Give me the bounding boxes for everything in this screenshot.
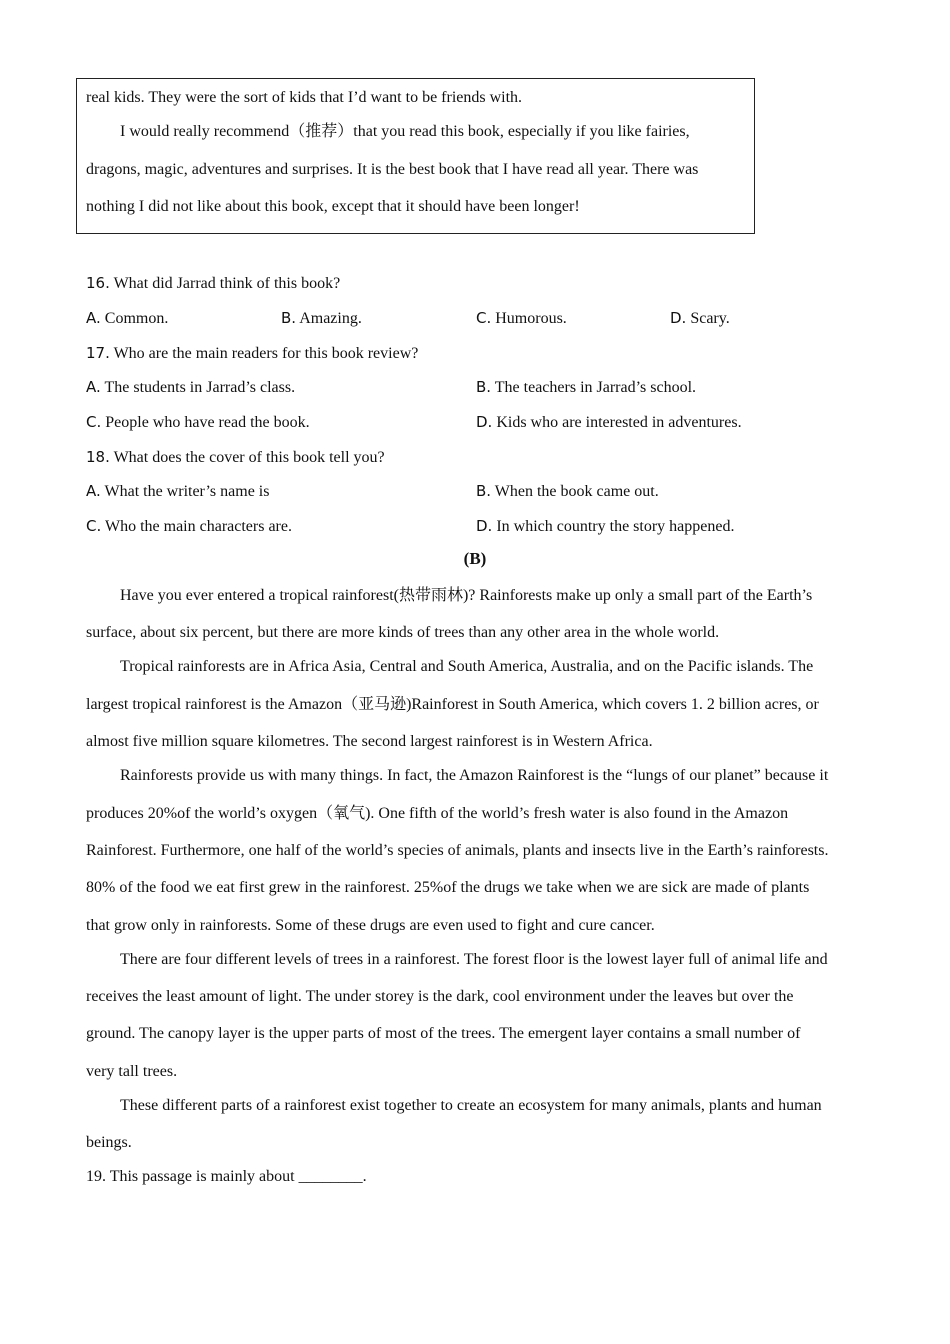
passage-line: ground. The canopy layer is the upper parts of most of the trees. The emergent layer contains a small number of [86, 1025, 801, 1042]
option-text: People who have read the book. [105, 414, 310, 431]
option-letter: D. [476, 517, 493, 535]
passage-line: 80% of the food we eat first grew in the rainforest. 25%of the drugs we take when we are sick are made of plants [86, 879, 810, 896]
option-letter: B. [476, 482, 492, 500]
passage-line: that grow only in rainforests. Some of these drugs are even used to fight and cure cancer. [86, 917, 655, 934]
passage-line: very tall trees. [86, 1063, 178, 1080]
passage-line: receives the least amount of light. The under storey is the dark, cool environment under the leaves but over the [86, 988, 794, 1005]
box-line-3: dragons, magic, adventures and surprises. It is the best book that I have read all year. There was [86, 161, 699, 178]
box-line-2: I would really recommend（推荐）that you read this book, especially if you like fairies, [120, 123, 690, 140]
box-line-1: real kids. They were the sort of kids that I’d want to be friends with. [86, 89, 523, 106]
option-text: Common. [104, 310, 169, 327]
question-number: 17. [86, 344, 110, 362]
option-text: Who the main characters are. [104, 518, 292, 535]
option-17c[interactable] [86, 412, 310, 433]
passage-line: Rainforests provide us with many things. In fact, the Amazon Rainforest is the “lungs of our planet” because it [120, 767, 829, 784]
option-18c[interactable] [86, 516, 292, 537]
option-letter: D. [476, 413, 493, 431]
passage-line: produces 20%of the world’s oxygen（氧气). One fifth of the world’s fresh water is also found in the Amazon [86, 805, 789, 822]
option-16a[interactable] [86, 308, 168, 329]
option-letter: B. [281, 309, 297, 327]
passage-line: Tropical rainforests are in Africa Asia, Central and South America, Australia, and on the Pacific islands. The [120, 658, 814, 675]
option-letter: A. [86, 482, 101, 500]
option-text: Scary. [690, 310, 730, 327]
passage-line: Have you ever entered a tropical rainforest(热带雨林)? Rainforests make up only a small part of the Earth’s [120, 587, 813, 604]
option-18a[interactable] [86, 481, 269, 502]
question-number: 18. [86, 448, 110, 466]
question-text: What did Jarrad think of this book? [113, 275, 341, 292]
option-text: The students in Jarrad’s class. [104, 379, 296, 396]
box-line-4: nothing I did not like about this book, except that it should have been longer! [86, 198, 580, 215]
question-16 [86, 273, 340, 294]
option-17b[interactable] [476, 377, 696, 398]
passage-line: beings. [86, 1134, 132, 1151]
passage-line: largest tropical rainforest is the Amazon（亚马逊)Rainforest in South America, which covers 1. 2 billion acres, or [86, 696, 819, 713]
option-text: When the book came out. [494, 483, 659, 500]
option-letter: A. [86, 378, 101, 396]
question-17 [86, 343, 418, 364]
option-17a[interactable] [86, 377, 295, 398]
option-letter: D. [670, 309, 687, 327]
option-text: Humorous. [495, 310, 567, 327]
option-text: Amazing. [299, 310, 362, 327]
passage-line: surface, about six percent, but there are more kinds of trees than any other area in the whole world. [86, 624, 720, 641]
option-letter: B. [476, 378, 492, 396]
question-18 [86, 447, 385, 468]
option-letter: C. [476, 309, 492, 327]
option-18b[interactable] [476, 481, 659, 502]
option-letter: A. [86, 309, 101, 327]
option-text: In which country the story happened. [496, 518, 735, 535]
passage-line: Rainforest. Furthermore, one half of the world’s species of animals, plants and insects live in the Earth’s rainforests. [86, 842, 829, 859]
option-text: What the writer’s name is [104, 483, 270, 500]
question-19: 19. This passage is mainly about ________. [86, 1168, 367, 1185]
option-text: The teachers in Jarrad’s school. [494, 379, 697, 396]
option-17d[interactable] [476, 412, 742, 433]
option-letter: C. [86, 517, 102, 535]
option-16b[interactable] [281, 308, 362, 329]
option-18d[interactable] [476, 516, 734, 537]
option-text: Kids who are interested in adventures. [496, 414, 742, 431]
question-number: 16. [86, 274, 110, 292]
passage-line: There are four different levels of trees in a rainforest. The forest floor is the lowest layer full of animal life and [120, 951, 828, 968]
question-text: What does the cover of this book tell you? [113, 449, 385, 466]
question-text: Who are the main readers for this book review? [113, 345, 419, 362]
option-16c[interactable] [476, 308, 567, 329]
passage-line: These different parts of a rainforest exist together to create an ecosystem for many animals, plants and human [120, 1097, 822, 1114]
passage-line: almost five million square kilometres. The second largest rainforest is in Western Africa. [86, 733, 653, 750]
section-b-title: (B) [463, 549, 487, 568]
option-16d[interactable] [670, 308, 730, 329]
option-letter: C. [86, 413, 102, 431]
